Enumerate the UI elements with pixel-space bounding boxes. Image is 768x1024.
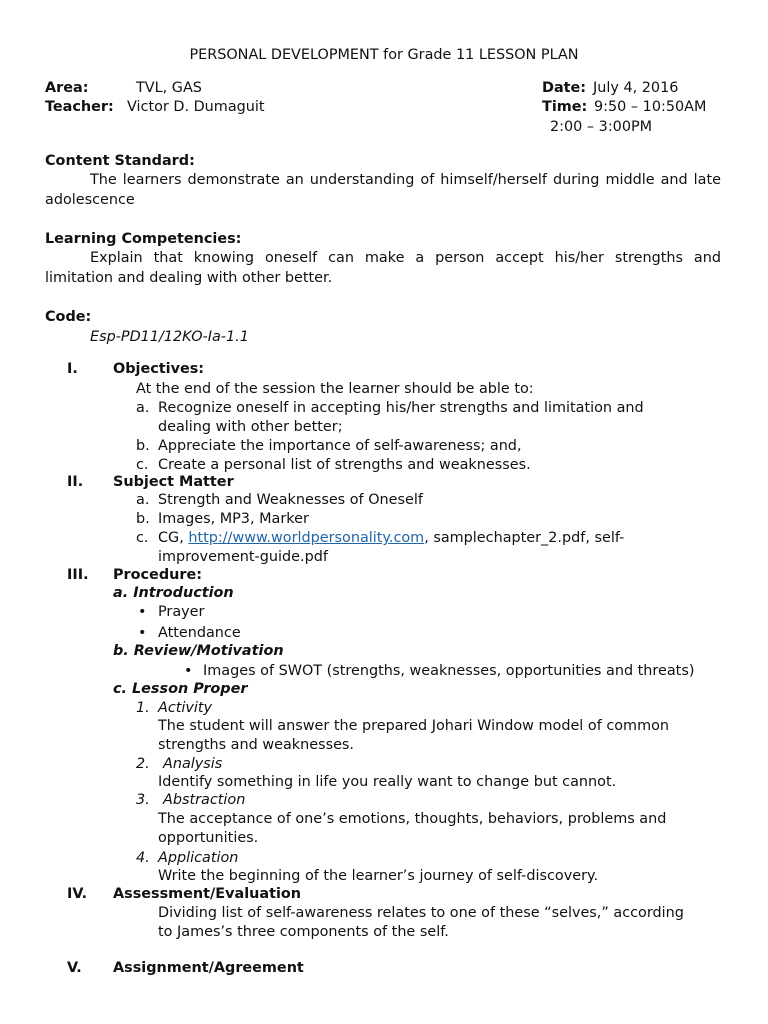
- step-marker: 1.: [136, 700, 150, 716]
- objectives-intro: At the end of the session the learner should be able to:: [136, 381, 534, 397]
- step-marker: 4.: [136, 850, 150, 866]
- date-value: July 4, 2016: [593, 80, 679, 96]
- page-title: PERSONAL DEVELOPMENT for Grade 11 LESSON PLAN: [189, 47, 579, 63]
- subject-item-a: Strength and Weaknesses of Oneself: [158, 492, 423, 508]
- date-label: Date:: [542, 80, 587, 96]
- step-title-analysis: Analysis: [163, 756, 223, 772]
- objective-item-a-line1: Recognize oneself in accepting his/her strengths and limitation and: [158, 400, 644, 416]
- area-value: TVL, GAS: [136, 80, 202, 96]
- subject-matter-heading: Subject Matter: [113, 474, 234, 490]
- step-application-line1: Write the beginning of the learner’s journey of self-discovery.: [158, 868, 599, 884]
- step-abstraction-line2: opportunities.: [158, 830, 259, 846]
- subject-marker: b.: [136, 511, 150, 527]
- subject-item-c-suffix: , samplechapter_2.pdf, self-: [424, 530, 625, 546]
- subject-item-b: Images, MP3, Marker: [158, 511, 309, 527]
- procedure-heading: Procedure:: [113, 567, 202, 583]
- step-analysis-line1: Identify something in life you really want to change but cannot.: [158, 774, 617, 790]
- subject-item-c-line2: improvement-guide.pdf: [158, 549, 328, 565]
- objective-item-a: [158, 399, 721, 418]
- objectives-number: I.: [67, 361, 78, 377]
- teacher-label: Teacher:: [45, 99, 114, 115]
- step-activity-line2: strengths and weaknesses.: [158, 737, 355, 753]
- review-bullet-swot: Images of SWOT (strengths, weaknesses, opportunities and threats): [203, 663, 695, 679]
- subject-matter-number: II.: [67, 474, 84, 490]
- assessment-heading: Assessment/Evaluation: [113, 886, 302, 902]
- step-marker: 3.: [136, 792, 150, 808]
- objectives-heading: Objectives:: [113, 361, 205, 377]
- time-label: Time:: [542, 99, 588, 115]
- assessment-line2: to James’s three components of the self.: [158, 924, 449, 940]
- bullet-icon: •: [184, 663, 193, 679]
- lesson-proper-heading: c. Lesson Proper: [113, 681, 248, 697]
- introduction-bullet-prayer: Prayer: [158, 604, 205, 620]
- content-standard-text: The learners demonstrate an understanding of himself/herself during middle and late adolescence: [45, 172, 721, 208]
- objective-marker: b.: [136, 438, 150, 454]
- code-heading: Code:: [45, 309, 92, 325]
- learning-competencies-text: Explain that knowing oneself can make a person accept his/her strengths and limitation and dealing with other better.: [45, 250, 721, 286]
- subject-marker: c.: [136, 530, 149, 546]
- introduction-heading: a. Introduction: [113, 585, 234, 601]
- code-value: Esp-PD11/12KO-Ia-1.1: [90, 329, 249, 345]
- time-value-2: 2:00 – 3:00PM: [550, 119, 653, 135]
- time-value-1: 9:50 – 10:50AM: [594, 99, 707, 115]
- review-heading: b. Review/Motivation: [113, 643, 284, 659]
- teacher-value: Victor D. Dumaguit: [127, 99, 265, 115]
- subject-item-c: [158, 529, 624, 548]
- step-activity-line1: The student will answer the prepared Johari Window model of common: [158, 718, 670, 734]
- objective-item-c: Create a personal list of strengths and weaknesses.: [158, 457, 531, 473]
- step-title-abstraction: Abstraction: [163, 792, 246, 808]
- step-marker: 2.: [136, 756, 150, 772]
- objective-item-b: Appreciate the importance of self-awareness; and,: [158, 438, 522, 454]
- subject-marker: a.: [136, 492, 150, 508]
- area-label: Area:: [45, 80, 89, 96]
- worldpersonality-link[interactable]: http://www.worldpersonality.com: [188, 530, 425, 546]
- procedure-number: III.: [67, 567, 89, 583]
- step-abstraction-line1: The acceptance of one’s emotions, thoughts, behaviors, problems and: [158, 811, 667, 827]
- step-title-activity: Activity: [158, 700, 213, 716]
- introduction-bullet-attendance: Attendance: [158, 625, 241, 641]
- objective-item-a-line2: dealing with other better;: [158, 419, 343, 435]
- content-standard-heading: Content Standard:: [45, 153, 195, 169]
- assessment-number: IV.: [67, 886, 88, 902]
- subject-item-c-prefix: CG,: [158, 530, 189, 546]
- learning-competencies-heading: Learning Competencies:: [45, 231, 242, 247]
- assignment-heading: Assignment/Agreement: [113, 960, 304, 976]
- assignment-number: V.: [67, 960, 82, 976]
- assessment-line1: Dividing list of self-awareness relates to one of these “selves,” according: [158, 905, 684, 921]
- step-title-application: Application: [158, 850, 239, 866]
- objective-marker: a.: [136, 400, 150, 416]
- bullet-icon: •: [138, 604, 147, 620]
- bullet-icon: •: [138, 625, 147, 641]
- objective-marker: c.: [136, 457, 149, 473]
